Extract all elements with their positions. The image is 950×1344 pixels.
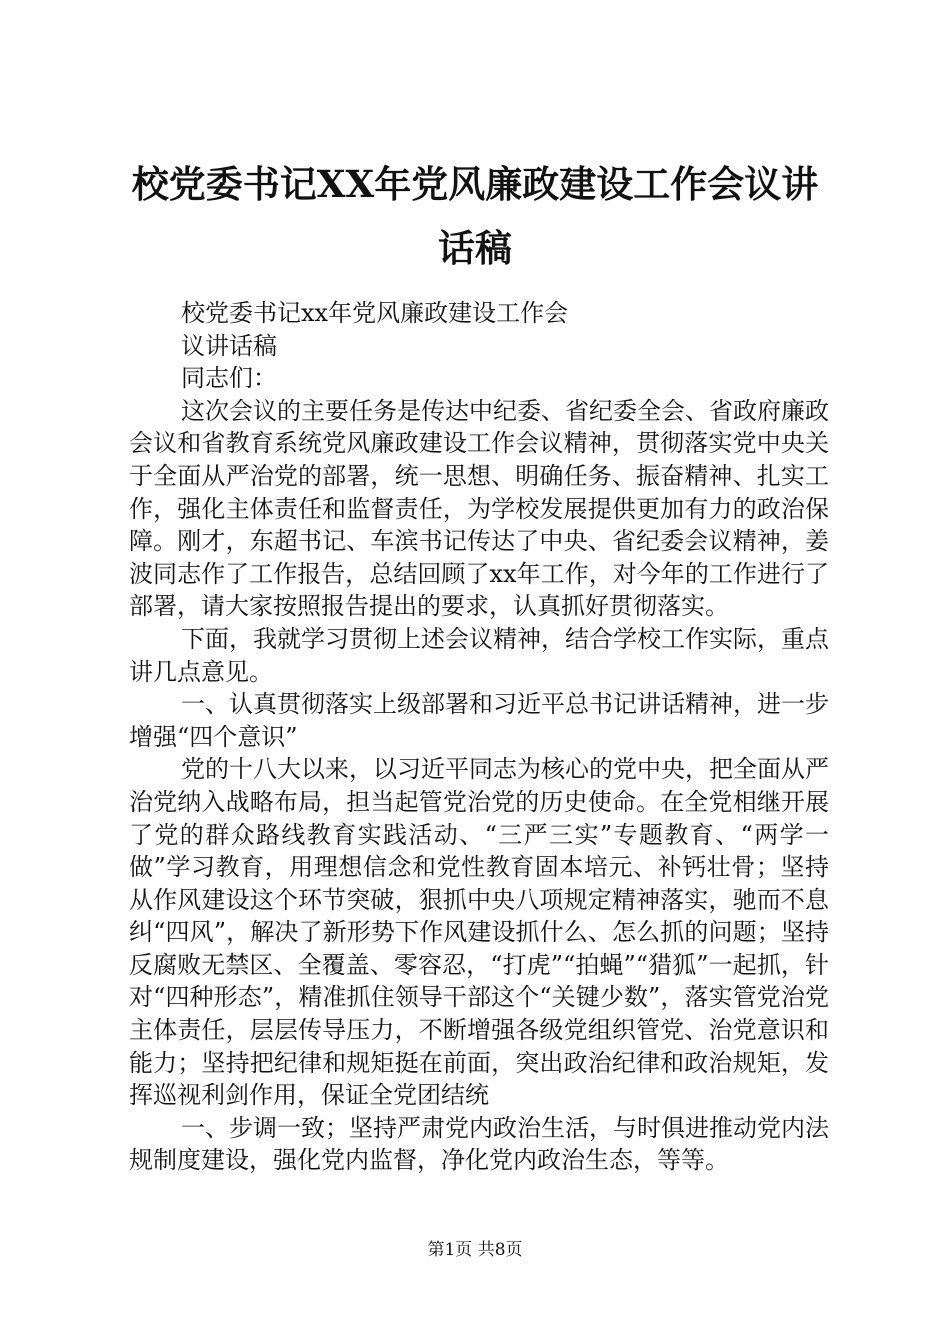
paragraph-section-1: 党的十八大以来，以习近平同志为核心的党中央，把全面从严治党纳入战略布局，担当起管党治党的历史使命。在全党相继开展了党的群众路线教育实践活动、“三严三实”专题教育、“两学一做”学习教育，用理想信念和党性教育固本培元、补钙壮骨；坚持从作风建设这个环节突破，狠抓中央八项规定精神落实，驰而不息纠“四风”，解决了新形势下作风建设抓什么、怎么抓的问题；坚持反腐败无禁区、全覆盖、零容忍，“打虎”“拍蝇”“猎狐”一起抓，针对“四种形态”，精准抓住领导干部这个“关键少数”，落实管党治党主体责任，层层传导压力，不断增强各级党组织管党、治党意识和能力；坚持把纪律和规矩挺在前面，突出政治纪律和政治规矩，发挥巡视利剑作用，保证全党团结统 — [129, 755, 829, 1110]
salutation: 同志们： — [181, 364, 277, 393]
page-footer: 第1页 共8页 — [427, 1240, 523, 1260]
paragraph-intro: 这次会议的主要任务是传达中纪委、省纪委全会、省政府廉政会议和省教育系统党风廉政建设工作会议精神，贯彻落实党中央关于全面从严治党的部署，统一思想、明确任务、振奋精神、扎实工作，强化主体责任和监督责任，为学校发展提供更加有力的政治保障。刚才，东超书记、车滨书记传达了中央、省纪委会议精神，姜波同志作了工作报告，总结回顾了xx年工作，对今年的工作进行了部署，请大家按照报告提出的要求，认真抓好贯彻落实。 — [129, 396, 829, 621]
subtitle-line-1: 校党委书记xx年党风廉政建设工作会 — [181, 299, 569, 327]
document-title: 校党委书记XX年党风廉政建设工作会议讲话稿 — [131, 162, 819, 270]
document-body — [129, 297, 829, 1177]
subtitle-line-2: 议讲话稿 — [181, 331, 277, 360]
section-heading-1: 一、认真贯彻落实上级部署和习近平总书记讲话精神，进一步增强“四个意识” — [129, 690, 829, 751]
paragraph-continuation: 一、步调一致；坚持严肃党内政治生活，与时俱进推动党内法规制度建设，强化党内监督，净化党内政治生态，等等。 — [129, 1113, 829, 1175]
paragraph-transition: 下面，我就学习贯彻上述会议精神，结合学校工作实际，重点讲几点意见。 — [129, 624, 829, 686]
